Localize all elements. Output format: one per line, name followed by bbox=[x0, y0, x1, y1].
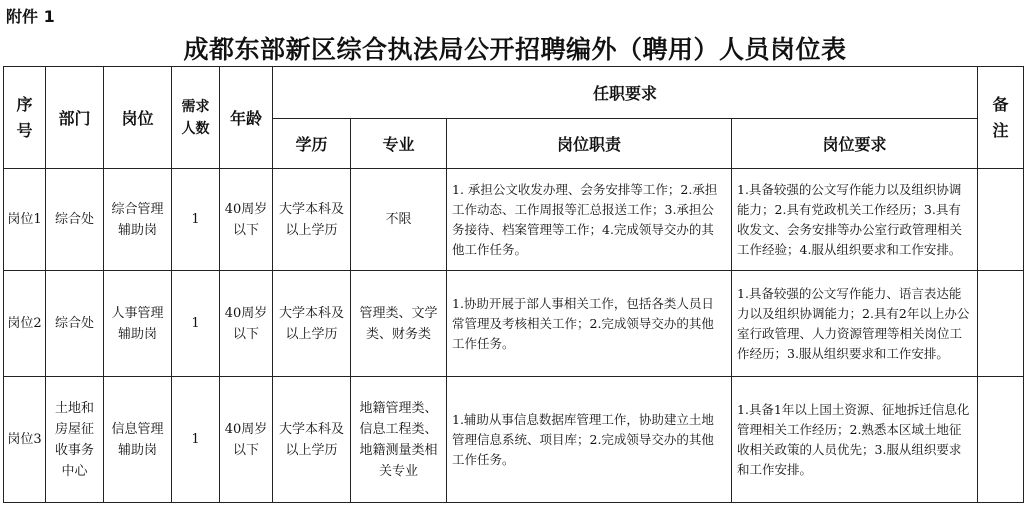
cell-dept: 综合处 bbox=[46, 169, 104, 271]
recruitment-table bbox=[3, 66, 1024, 503]
header-remark: 备注 bbox=[978, 67, 1024, 169]
cell-age: 40周岁以下 bbox=[220, 271, 273, 377]
header-post: 岗位 bbox=[104, 67, 172, 169]
page-title: 成都东部新区综合执法局公开招聘编外（聘用）人员岗位表 bbox=[183, 35, 847, 64]
cell-count: 1 bbox=[172, 271, 220, 377]
header-major: 专业 bbox=[351, 119, 447, 169]
cell-qualification: 1.具备较强的公文写作能力、语言表达能力以及组织协调能力；2.具有2年以上办公室行政管理、人力资源管理等相关岗位工作经历；3.服从组织要求和工作安排。 bbox=[732, 271, 978, 377]
cell-education: 大学本科及以上学历 bbox=[273, 169, 351, 271]
header-education: 学历 bbox=[273, 119, 351, 169]
table-row bbox=[4, 169, 1024, 271]
cell-seq: 岗位3 bbox=[4, 377, 46, 503]
cell-count: 1 bbox=[172, 169, 220, 271]
cell-post: 综合管理辅助岗 bbox=[104, 169, 172, 271]
cell-count: 1 bbox=[172, 377, 220, 503]
cell-seq: 岗位1 bbox=[4, 169, 46, 271]
header-qualification: 岗位要求 bbox=[732, 119, 978, 169]
cell-qualification: 1.具备1年以上国土资源、征地拆迁信息化管理相关工作经历；2.熟悉本区域土地征收相关政策的人员优先；3.服从组织要求和工作安排。 bbox=[732, 377, 978, 503]
cell-seq: 岗位2 bbox=[4, 271, 46, 377]
header-duty: 岗位职责 bbox=[447, 119, 732, 169]
header-count: 需求人数 bbox=[172, 67, 220, 169]
cell-age: 40周岁以下 bbox=[220, 377, 273, 503]
cell-major: 地籍管理类、信息工程类、地籍测量类相关专业 bbox=[351, 377, 447, 503]
cell-remark bbox=[978, 169, 1024, 271]
cell-education: 大学本科及以上学历 bbox=[273, 271, 351, 377]
header-seq: 序号 bbox=[4, 67, 46, 169]
cell-dept: 综合处 bbox=[46, 271, 104, 377]
cell-remark bbox=[978, 271, 1024, 377]
cell-dept: 土地和房屋征收事务中心 bbox=[46, 377, 104, 503]
cell-education: 大学本科及以上学历 bbox=[273, 377, 351, 503]
cell-age: 40周岁以下 bbox=[220, 169, 273, 271]
cell-duty: 1.协助开展于部人事相关工作，包括各类人员日常管理及考核相关工作；2.完成领导交办的其他工作任务。 bbox=[447, 271, 732, 377]
table-row bbox=[4, 377, 1024, 503]
cell-remark bbox=[978, 377, 1024, 503]
attachment-label: 附件 1 bbox=[6, 7, 55, 26]
cell-major: 不限 bbox=[351, 169, 447, 271]
cell-qualification: 1.具备较强的公文写作能力以及组织协调能力；2.具有党政机关工作经历；3.具有收发文、会务安排等办公室行政管理相关工作经验；4.服从组织要求和工作安排。 bbox=[732, 169, 978, 271]
header-requirements: 任职要求 bbox=[273, 67, 978, 119]
cell-post: 信息管理辅助岗 bbox=[104, 377, 172, 503]
cell-major: 管理类、文学类、财务类 bbox=[351, 271, 447, 377]
header-age: 年龄 bbox=[220, 67, 273, 169]
table-row bbox=[4, 271, 1024, 377]
header-dept: 部门 bbox=[46, 67, 104, 169]
cell-post: 人事管理辅助岗 bbox=[104, 271, 172, 377]
cell-duty: 1.辅助从事信息数据库管理工作，协助建立土地管理信息系统、项目库；2.完成领导交办的其他工作任务。 bbox=[447, 377, 732, 503]
cell-duty: 1. 承担公文收发办理、会务安排等工作；2.承担工作动态、工作周报等汇总报送工作；3.承担公务接待、档案管理等工作；4.完成领导交办的其他工作任务。 bbox=[447, 169, 732, 271]
